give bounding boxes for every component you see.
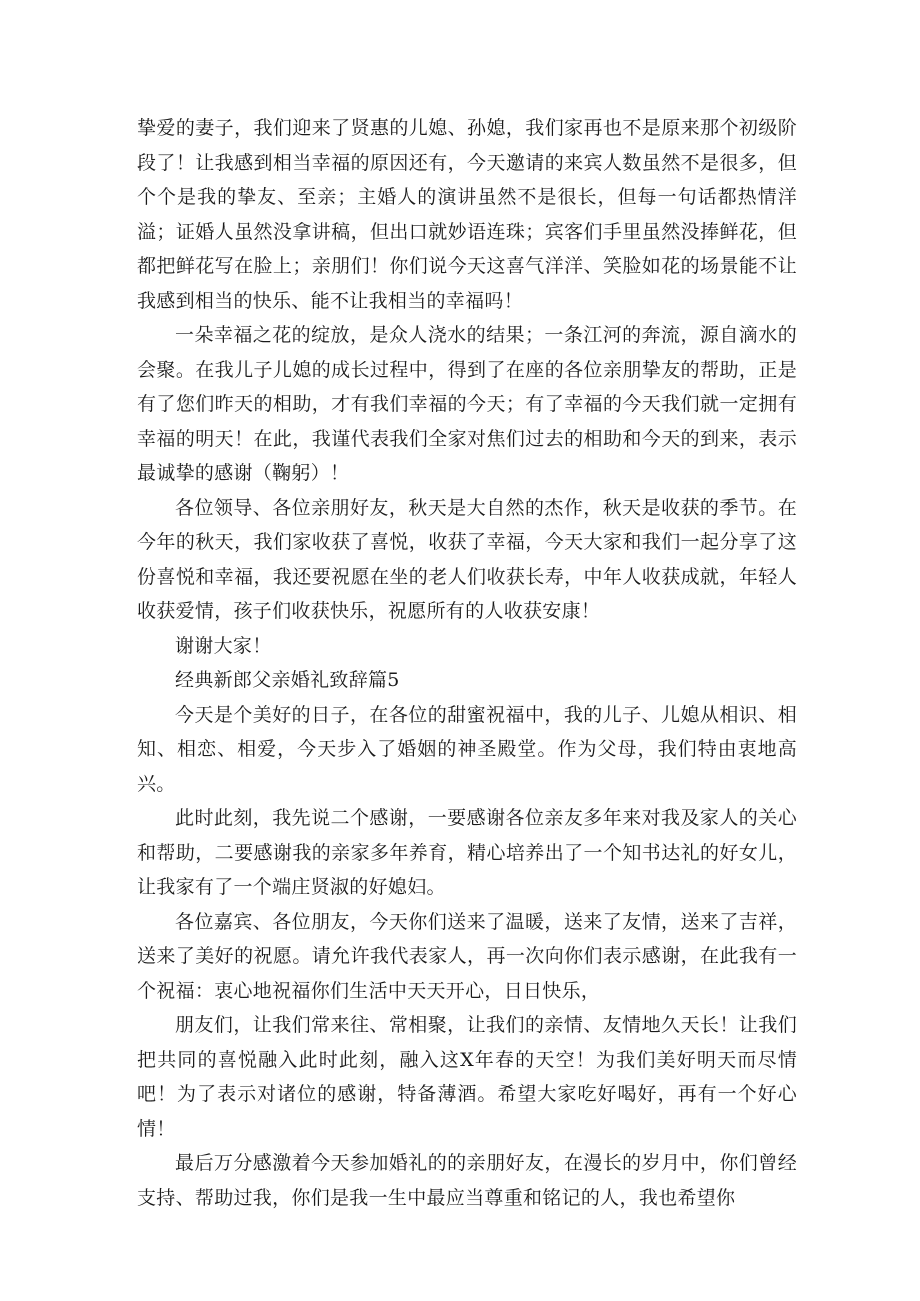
paragraph-9: 最后万分感激着今天参加婚礼的的亲朋好友，在漫长的岁月中，你们曾经支持、帮助过我，你们是我一生中最应当尊重和铭记的人，我也希望你: [137, 1152, 797, 1209]
paragraph-5: 今天是个美好的日子，在各位的甜蜜祝福中，我的儿子、儿媳从相识、相知、相恋、相爱，今天步入了婚姻的神圣殿堂。作为父母，我们特由衷地高兴。: [137, 703, 797, 795]
paragraph-6: 此时此刻，我先说二个感谢，一要感谢各位亲友多年来对我及家人的关心和帮助，二要感谢我的亲家多年养育，精心培养出了一个知书达礼的好女儿，让我家有了一个端庄贤淑的好媳妇。: [137, 807, 797, 898]
section-heading: 经典新郎父亲婚礼致辞篇5: [175, 669, 400, 691]
paragraph-3: 各位领导、各位亲朋好友，秋天是大自然的杰作，秋天是收获的季节。在今年的秋天，我们家收获了喜悦，收获了幸福，今天大家和我们一起分享了这份喜悦和幸福，我还要祝愿在坐的老人们收获长寿，中年人收获成就，年轻人收获爱情，孩子们收获快乐，祝愿所有的人收获安康！: [137, 496, 797, 622]
paragraph-8: 朋友们，让我们常来往、常相聚，让我们的亲情、友情地久天长！让我们把共同的喜悦融入此时此刻，融入这X年春的天空！为我们美好明天而尽情吧！为了表示对诸位的感谢，特备薄酒。希望大家吃好喝好，再有一个好心情！: [137, 1014, 797, 1140]
paragraph-7: 各位嘉宾、各位朋友，今天你们送来了温暖，送来了友情，送来了吉祥，送来了美好的祝愿。请允许我代表家人，再一次向你们表示感谢，在此我有一个祝福：衷心地祝福你们生活中天天开心，日日快乐，: [137, 910, 797, 1002]
paragraph-2: 一朵幸福之花的绽放，是众人浇水的结果；一条江河的奔流，源自滴水的会聚。在我儿子儿媳的成长过程中，得到了在座的各位亲朋挚友的帮助，正是有了您们昨天的相助，才有我们幸福的今天；有了幸福的今天我们就一定拥有幸福的明天！在此，我谨代表我们全家对焦们过去的相助和今天的到来，表示最诚挚的感谢（鞠躬）！: [137, 324, 797, 484]
document-body: [137, 111, 797, 1215]
paragraph-thanks: 谢谢大家！: [175, 634, 272, 657]
paragraph-1: 挚爱的妻子，我们迎来了贤惠的儿媳、孙媳，我们家再也不是原来那个初级阶段了！让我感到相当幸福的原因还有，今天邀请的来宾人数虽然不是很多，但个个是我的挚友、至亲；主婚人的演讲虽然不是很长，但每一句话都热情洋溢；证婚人虽然没拿讲稿，但出口就妙语连珠；宾客们手里虽然没捧鲜花，但都把鲜花写在脸上；亲朋们！你们说今天这喜气洋洋、笑脸如花的场景能不让我感到相当的快乐、能不让我相当的幸福吗！: [137, 117, 797, 312]
